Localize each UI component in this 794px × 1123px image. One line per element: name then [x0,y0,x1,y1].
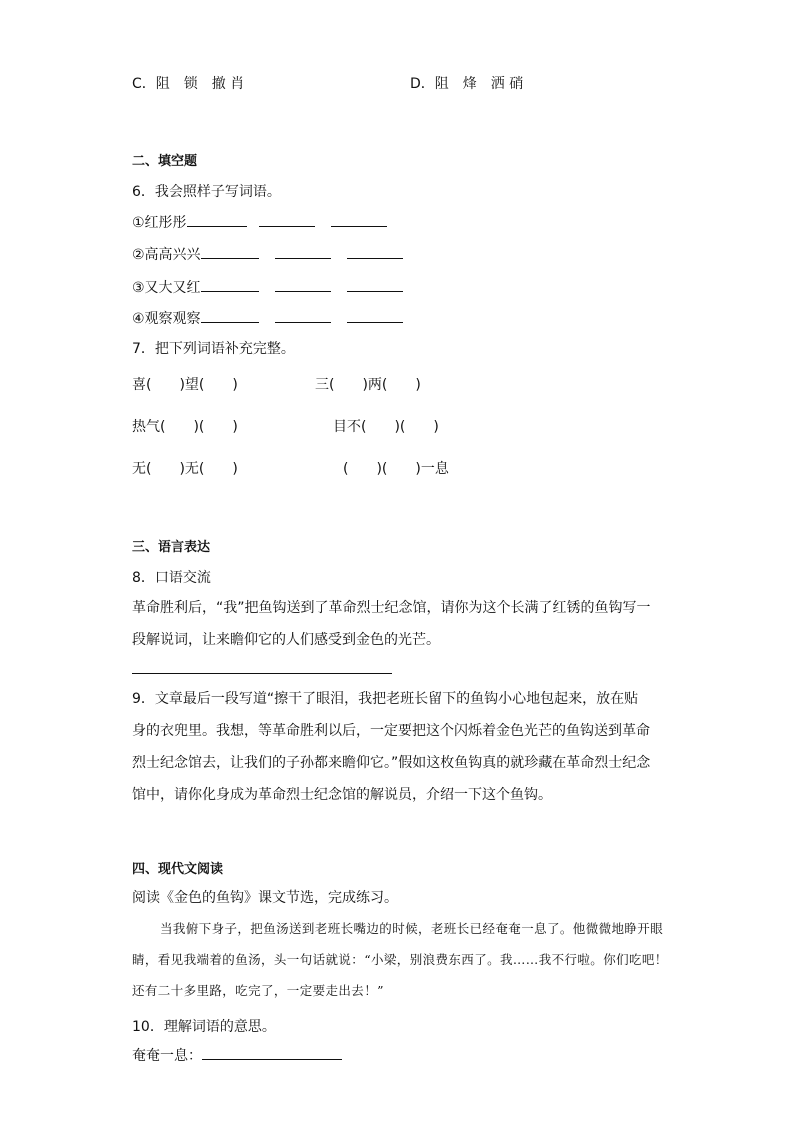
answer-blank[interactable] [201,277,259,292]
q10-term-row [132,1045,342,1065]
q6-row-label: ④观察观察 [132,311,201,327]
question-9-text: 9．文章最后一段写道“擦干了眼泪，我把老班长留下的鱼钩小心地包起来，放在贴身的衣兜里。我想，等革命胜利以后，一定要把这个闪烁着金色光芒的鱼钩送到革命烈士纪念馆去，让我们的子孙都来瞻仰它。”假如这枚鱼钩真的就珍藏在革命烈士纪念馆中，请你化身成为革命烈士纪念馆的解说员，介绍一下这个鱼钩。 [132,691,651,803]
section-3-title: 三、语言表达 [132,540,211,555]
q7-item-5: 无( )无( ) [132,461,238,477]
answer-blank[interactable] [187,212,247,227]
section-2-title: 二、填空题 [132,154,198,169]
question-6-prompt: 6．我会照样子写词语。 [132,184,281,200]
answer-blank[interactable] [331,212,387,227]
q6-row-label: ③又大又红 [132,280,201,296]
q6-row-3 [132,277,403,297]
option-d: D．阻 烽 洒 硝 [410,76,524,92]
option-c: C．阻 锁 撤 肖 [132,76,245,92]
answer-line[interactable] [132,673,392,674]
q6-row-4 [132,308,403,328]
q6-row-label: ②高高兴兴 [132,247,201,263]
question-8-prompt: 8．口语交流 [132,570,211,586]
answer-blank[interactable] [201,308,259,323]
answer-blank[interactable] [202,1045,342,1060]
answer-blank[interactable] [259,212,315,227]
answer-blank[interactable] [275,277,331,292]
reading-intro: 阅读《金色的鱼钩》课文节选，完成练习。 [132,890,398,906]
q6-row-label: ①红彤彤 [132,215,187,231]
answer-blank[interactable] [347,308,403,323]
answer-blank[interactable] [347,277,403,292]
answer-blank[interactable] [201,244,259,259]
q7-item-4: 目不( )( ) [333,419,439,435]
question-8-text: 革命胜利后，“我”把鱼钩送到了革命烈士纪念馆，请你为这个长满了红锈的鱼钩写一段解说词，让来瞻仰它的人们感受到金色的光芒。 [132,600,651,648]
answer-blank[interactable] [347,244,403,259]
answer-blank[interactable] [275,244,331,259]
q7-item-2: 三( )两( ) [315,377,421,393]
q7-item-6: ( )( )一息 [343,461,449,477]
q6-row-2 [132,244,403,264]
question-7-prompt: 7．把下列词语补充完整。 [132,341,295,357]
question-10-prompt: 10．理解词语的意思。 [132,1019,276,1035]
q10-term: 奄奄一息： [132,1048,202,1064]
q7-item-3: 热气( )( ) [132,419,238,435]
q6-row-1 [132,212,387,232]
section-4-title: 四、现代文阅读 [132,862,224,877]
answer-blank[interactable] [275,308,331,323]
reading-excerpt: 当我俯下身子，把鱼汤送到老班长嘴边的时候，老班长已经奄奄一息了。他微微地睁开眼睛，看见我端着的鱼汤，头一句话就说：“小梁，别浪费东西了。我……我不行啦。你们吃吧！还有二十多里路，吃完了，一定要走出去！” [132,921,668,998]
q7-item-1: 喜( )望( ) [132,377,238,393]
